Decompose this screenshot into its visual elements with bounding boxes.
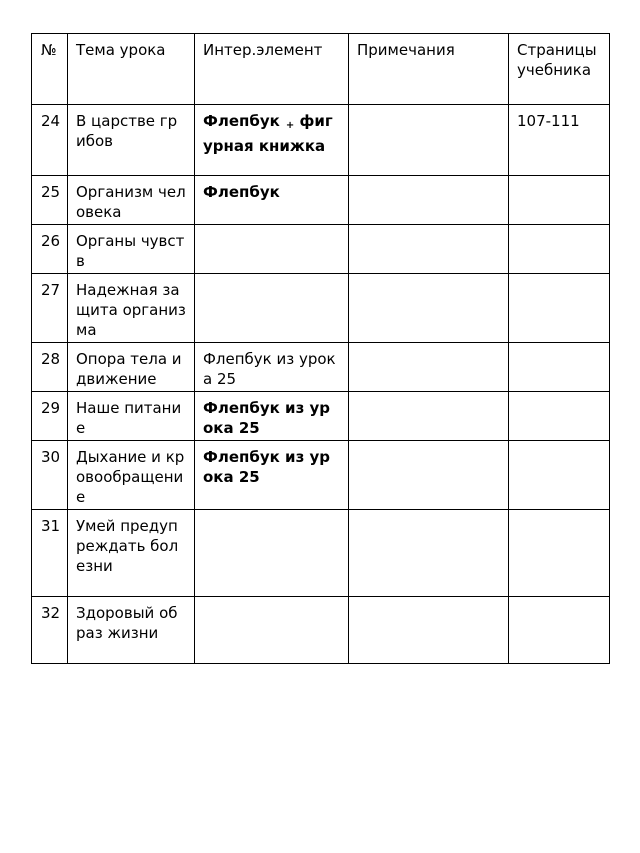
header-topic: Тема урока bbox=[68, 34, 195, 105]
interactive-element-cell bbox=[195, 274, 349, 343]
notes-cell bbox=[349, 225, 509, 274]
interactive-element-cell bbox=[195, 176, 349, 225]
interactive-element-cell bbox=[195, 105, 349, 176]
lesson-topic-cell: Опора тела и движение bbox=[68, 343, 195, 392]
textbook-pages-cell bbox=[509, 441, 610, 510]
plus-mark: + bbox=[285, 120, 295, 131]
interactive-element-cell bbox=[195, 510, 349, 597]
lesson-number-cell: 27 bbox=[32, 274, 68, 343]
lesson-topic-cell: Надежная защита организма bbox=[68, 274, 195, 343]
table-row bbox=[32, 274, 610, 343]
table-body bbox=[32, 105, 610, 664]
lesson-topic-cell: Дыхание и кровообращение bbox=[68, 441, 195, 510]
lesson-number-cell: 25 bbox=[32, 176, 68, 225]
textbook-pages-cell bbox=[509, 225, 610, 274]
textbook-pages-cell bbox=[509, 510, 610, 597]
lesson-number-cell: 29 bbox=[32, 392, 68, 441]
lesson-topic-cell: Наше питание bbox=[68, 392, 195, 441]
table-header-row bbox=[32, 34, 610, 105]
interactive-element-text: Флепбук из урока 25 bbox=[203, 350, 336, 388]
lesson-number-cell: 28 bbox=[32, 343, 68, 392]
interactive-element-cell bbox=[195, 392, 349, 441]
textbook-pages-cell bbox=[509, 274, 610, 343]
lesson-number-cell: 30 bbox=[32, 441, 68, 510]
interactive-element-cell bbox=[195, 343, 349, 392]
interactive-element-cell bbox=[195, 441, 349, 510]
notes-cell bbox=[349, 105, 509, 176]
lesson-topic-cell: Органы чувств bbox=[68, 225, 195, 274]
notes-cell bbox=[349, 343, 509, 392]
header-number: № bbox=[32, 34, 68, 105]
interactive-element-text bbox=[203, 112, 333, 155]
interactive-element-text: Флепбук из урока 25 bbox=[203, 399, 331, 437]
table-row bbox=[32, 343, 610, 392]
table-row bbox=[32, 441, 610, 510]
table-row bbox=[32, 225, 610, 274]
lesson-number-cell: 26 bbox=[32, 225, 68, 274]
lesson-number-cell: 31 bbox=[32, 510, 68, 597]
lesson-topic-cell: Умей предупреждать болезни bbox=[68, 510, 195, 597]
header-notes: Примечания bbox=[349, 34, 509, 105]
textbook-pages-cell bbox=[509, 597, 610, 664]
header-interactive-element: Интер.элемент bbox=[195, 34, 349, 105]
textbook-pages-cell: 107-111 bbox=[509, 105, 610, 176]
textbook-pages-cell bbox=[509, 176, 610, 225]
lesson-number-cell: 32 bbox=[32, 597, 68, 664]
table-row bbox=[32, 392, 610, 441]
lesson-topic-cell: В царстве грибов bbox=[68, 105, 195, 176]
notes-cell bbox=[349, 510, 509, 597]
interactive-element-text-part: Флепбук bbox=[203, 112, 280, 130]
notes-cell bbox=[349, 274, 509, 343]
header-textbook-pages: Страницы учебника bbox=[509, 34, 610, 105]
notes-cell bbox=[349, 176, 509, 225]
table-row bbox=[32, 510, 610, 597]
interactive-element-text: Флепбук из урока 25 bbox=[203, 448, 331, 486]
table-row bbox=[32, 597, 610, 664]
interactive-element-text: Флепбук bbox=[203, 183, 280, 201]
table-row bbox=[32, 176, 610, 225]
lesson-topic-cell: Здоровый образ жизни bbox=[68, 597, 195, 664]
textbook-pages-cell bbox=[509, 392, 610, 441]
table-row bbox=[32, 105, 610, 176]
notes-cell bbox=[349, 441, 509, 510]
interactive-element-cell bbox=[195, 225, 349, 274]
notes-cell bbox=[349, 392, 509, 441]
textbook-pages-cell bbox=[509, 343, 610, 392]
interactive-element-cell bbox=[195, 597, 349, 664]
notes-cell bbox=[349, 597, 509, 664]
lesson-topic-cell: Организм человека bbox=[68, 176, 195, 225]
lesson-number-cell: 24 bbox=[32, 105, 68, 176]
lesson-plan-table bbox=[31, 33, 610, 664]
interactive-element-text-part: фигурная книжка bbox=[203, 112, 333, 155]
